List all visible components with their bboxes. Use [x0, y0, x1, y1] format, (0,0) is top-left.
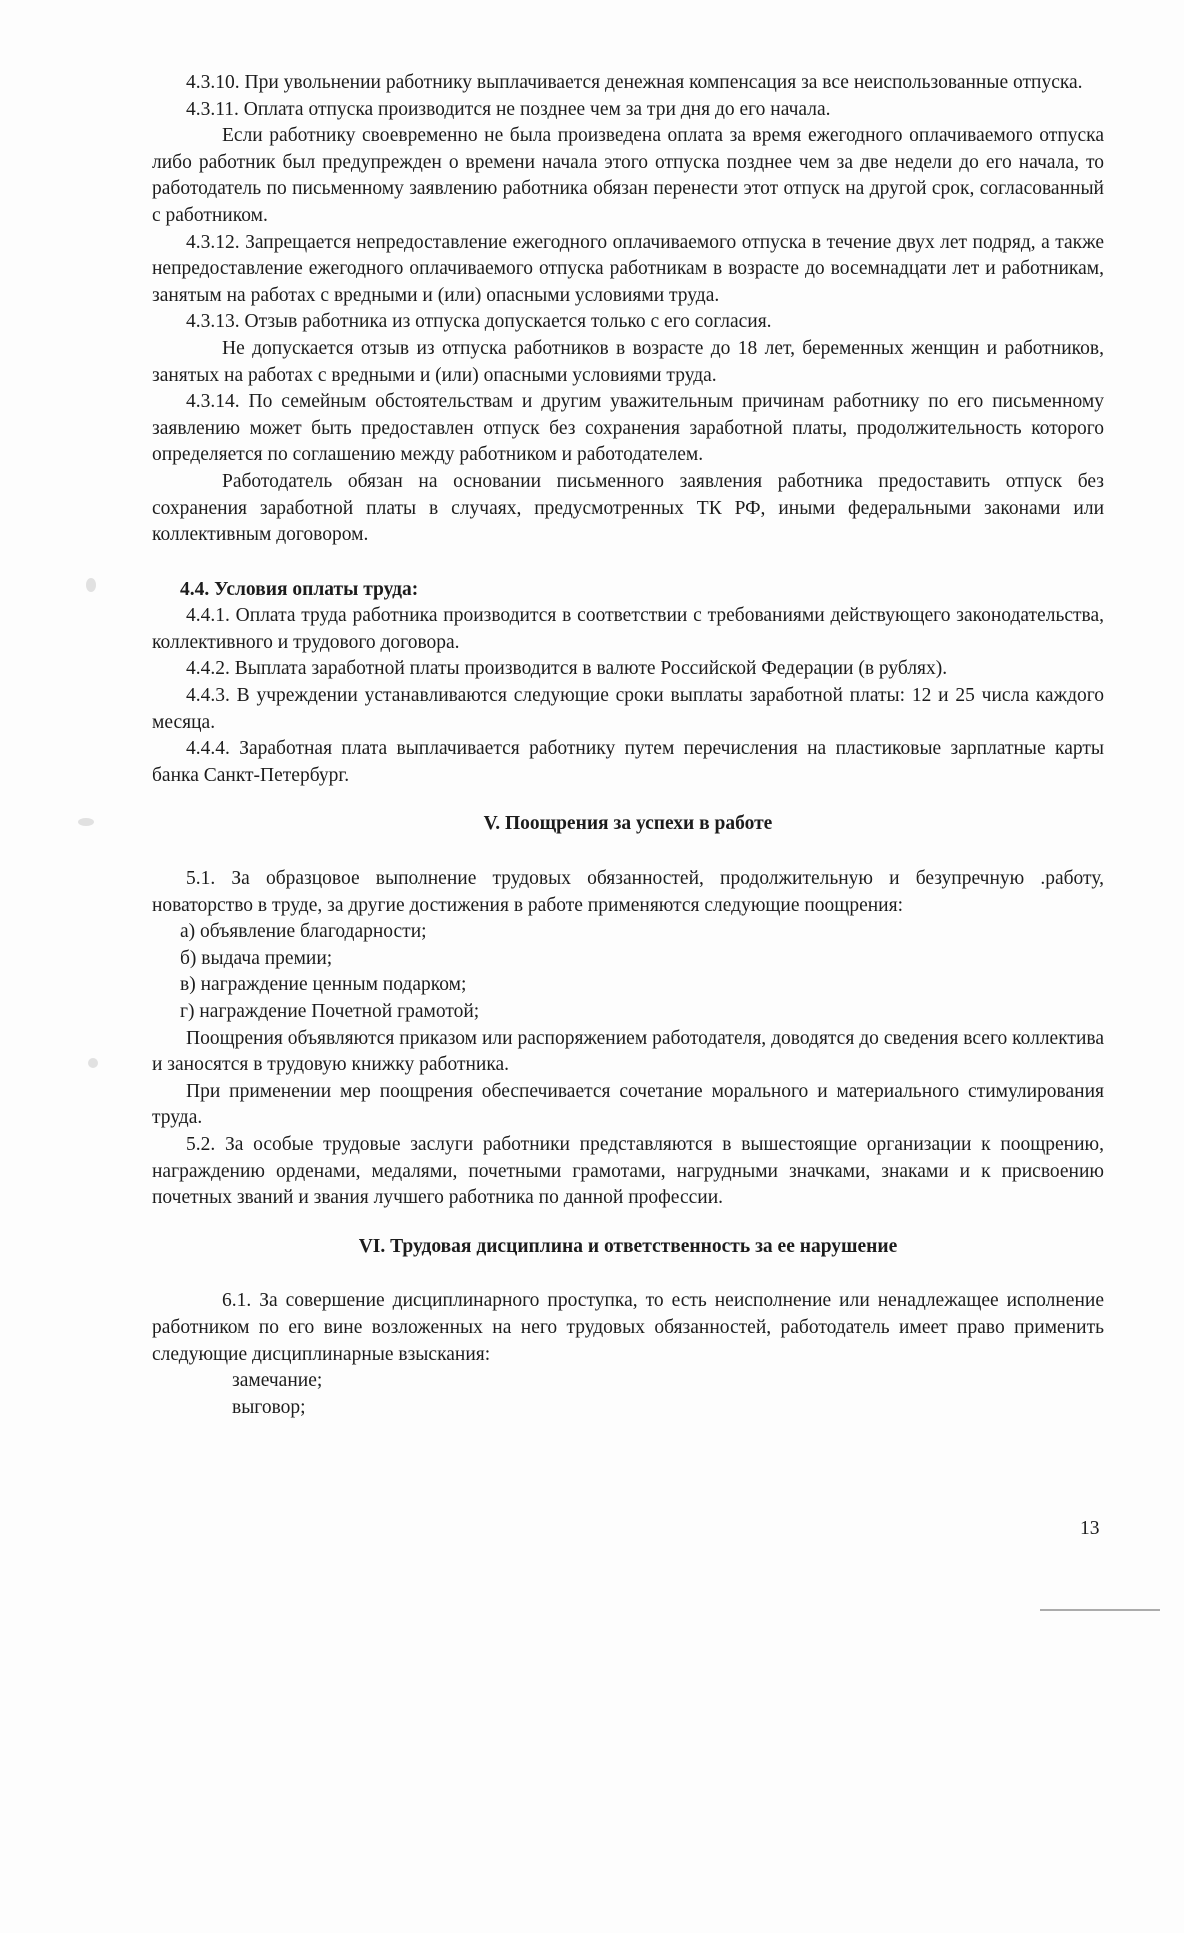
section-4-4-title: 4.4. Условия оплаты труда:	[180, 578, 419, 600]
paragraph-rewards-announcement: Поощрения объявляются приказом или распоряжением работодателя, доводятся до сведения всего коллектива и заносятся в трудовую книжку работника.	[152, 1027, 1104, 1076]
paragraph-4-4-1: 4.4.1. Оплата труда работника производится в соответствии с требованиями действующего законодательства, коллективного и трудового договора.	[152, 605, 1104, 653]
section-6-title: VI. Трудовая дисциплина и ответственность за ее нарушение	[358, 1235, 898, 1257]
list-item: а) объявление благодарности;	[180, 921, 427, 943]
paragraph-4-4-3: 4.4.3. В учреждении устанавливаются следующие сроки выплаты заработной платы: 12 и 25 числа каждого месяца.	[152, 685, 1104, 733]
paragraph-rewards-combination: При применении мер поощрения обеспечивается сочетание морального и материального стимулирования труда.	[152, 1080, 1104, 1129]
paragraph-vacation-payment-delay: Если работнику своевременно не была произведена оплата за время ежегодного оплачиваемого отпуска либо работник был предупрежден о времени начала этого отпуска позднее чем за две недели до его начала, то работодатель по письменному заявлению работника обязан перенести этот отпуск на другой срок, согласованный с работником.	[152, 125, 1104, 226]
page-number: 13	[1080, 1518, 1100, 1539]
paragraph-employer-obligation: Работодатель обязан на основании письменного заявления работника предоставить отпуск без сохранения заработной платы в случаях, предусмотренных ТК РФ, иными федеральными законами или коллективным договором.	[152, 470, 1104, 546]
document-body	[152, 70, 1104, 1421]
list-item: выговор;	[232, 1396, 306, 1418]
list-item: г) награждение Почетной грамотой;	[180, 1001, 480, 1022]
list-item: в) награждение ценным подарком;	[180, 974, 467, 996]
scan-speck	[78, 818, 94, 826]
paragraph-4-3-12: 4.3.12. Запрещается непредоставление ежегодного оплачиваемого отпуска в течение двух лет подряд, а также непредоставление ежегодного оплачиваемого отпуска работникам в возрасте до восемнадцати лет и работникам, занятым на работах с вредными и (или) опасными условиями труда.	[152, 231, 1104, 306]
paragraph-recall-restriction: Не допускается отзыв из отпуска работников в возрасте до 18 лет, беременных женщин и работников, занятых на работах с вредными и (или) опасными условиями труда.	[152, 337, 1104, 386]
paragraph-4-4-2: 4.4.2. Выплата заработной платы производится в валюте Российской Федерации (в рублях).	[186, 658, 948, 680]
scan-speck	[88, 1058, 98, 1068]
paragraph-5-1: 5.1. За образцовое выполнение трудовых обязанностей, продолжительную и безупречную .работу, новаторство в труде, за другие достижения в работе применяются следующие поощрения:	[152, 868, 1104, 916]
paragraph-6-1: 6.1. За совершение дисциплинарного проступка, то есть неисполнение или ненадлежащее исполнение работником по его вине возложенных на него трудовых обязанностей, работодатель имеет право применить следующие дисциплинарные взыскания:	[152, 1290, 1104, 1365]
paragraph-5-2: 5.2. За особые трудовые заслуги работники представляются в вышестоящие организации к поощрению, награждению орденами, медалями, почетными грамотами, нагрудными значками, знаками и к присвоению почетных званий и звания лучшего работника по данной профессии.	[152, 1133, 1104, 1209]
paragraph-4-3-14: 4.3.14. По семейным обстоятельствам и другим уважительным причинам работнику по его письменному заявлению может быть предоставлен отпуск без сохранения заработной платы, продолжительность которого определяется по соглашению между работником и работодателем.	[152, 391, 1104, 466]
paragraph-4-3-11: 4.3.11. Оплата отпуска производится не позднее чем за три дня до его начала.	[186, 98, 831, 120]
scan-edge-line	[1040, 1609, 1160, 1611]
paragraph-4-4-4: 4.4.4. Заработная плата выплачивается работнику путем перечисления на пластиковые зарплатные карты банка Санкт-Петербург.	[152, 738, 1104, 786]
list-item: замечание;	[232, 1370, 323, 1392]
list-item: б) выдача премии;	[180, 947, 333, 969]
scan-speck	[86, 578, 96, 592]
paragraph-4-3-10: 4.3.10. При увольнении работнику выплачивается денежная компенсация за все неиспользованные отпуска.	[186, 72, 1083, 93]
paragraph-4-3-13: 4.3.13. Отзыв работника из отпуска допускается только с его согласия.	[186, 311, 772, 333]
section-5-title: V. Поощрения за успехи в работе	[483, 813, 773, 835]
